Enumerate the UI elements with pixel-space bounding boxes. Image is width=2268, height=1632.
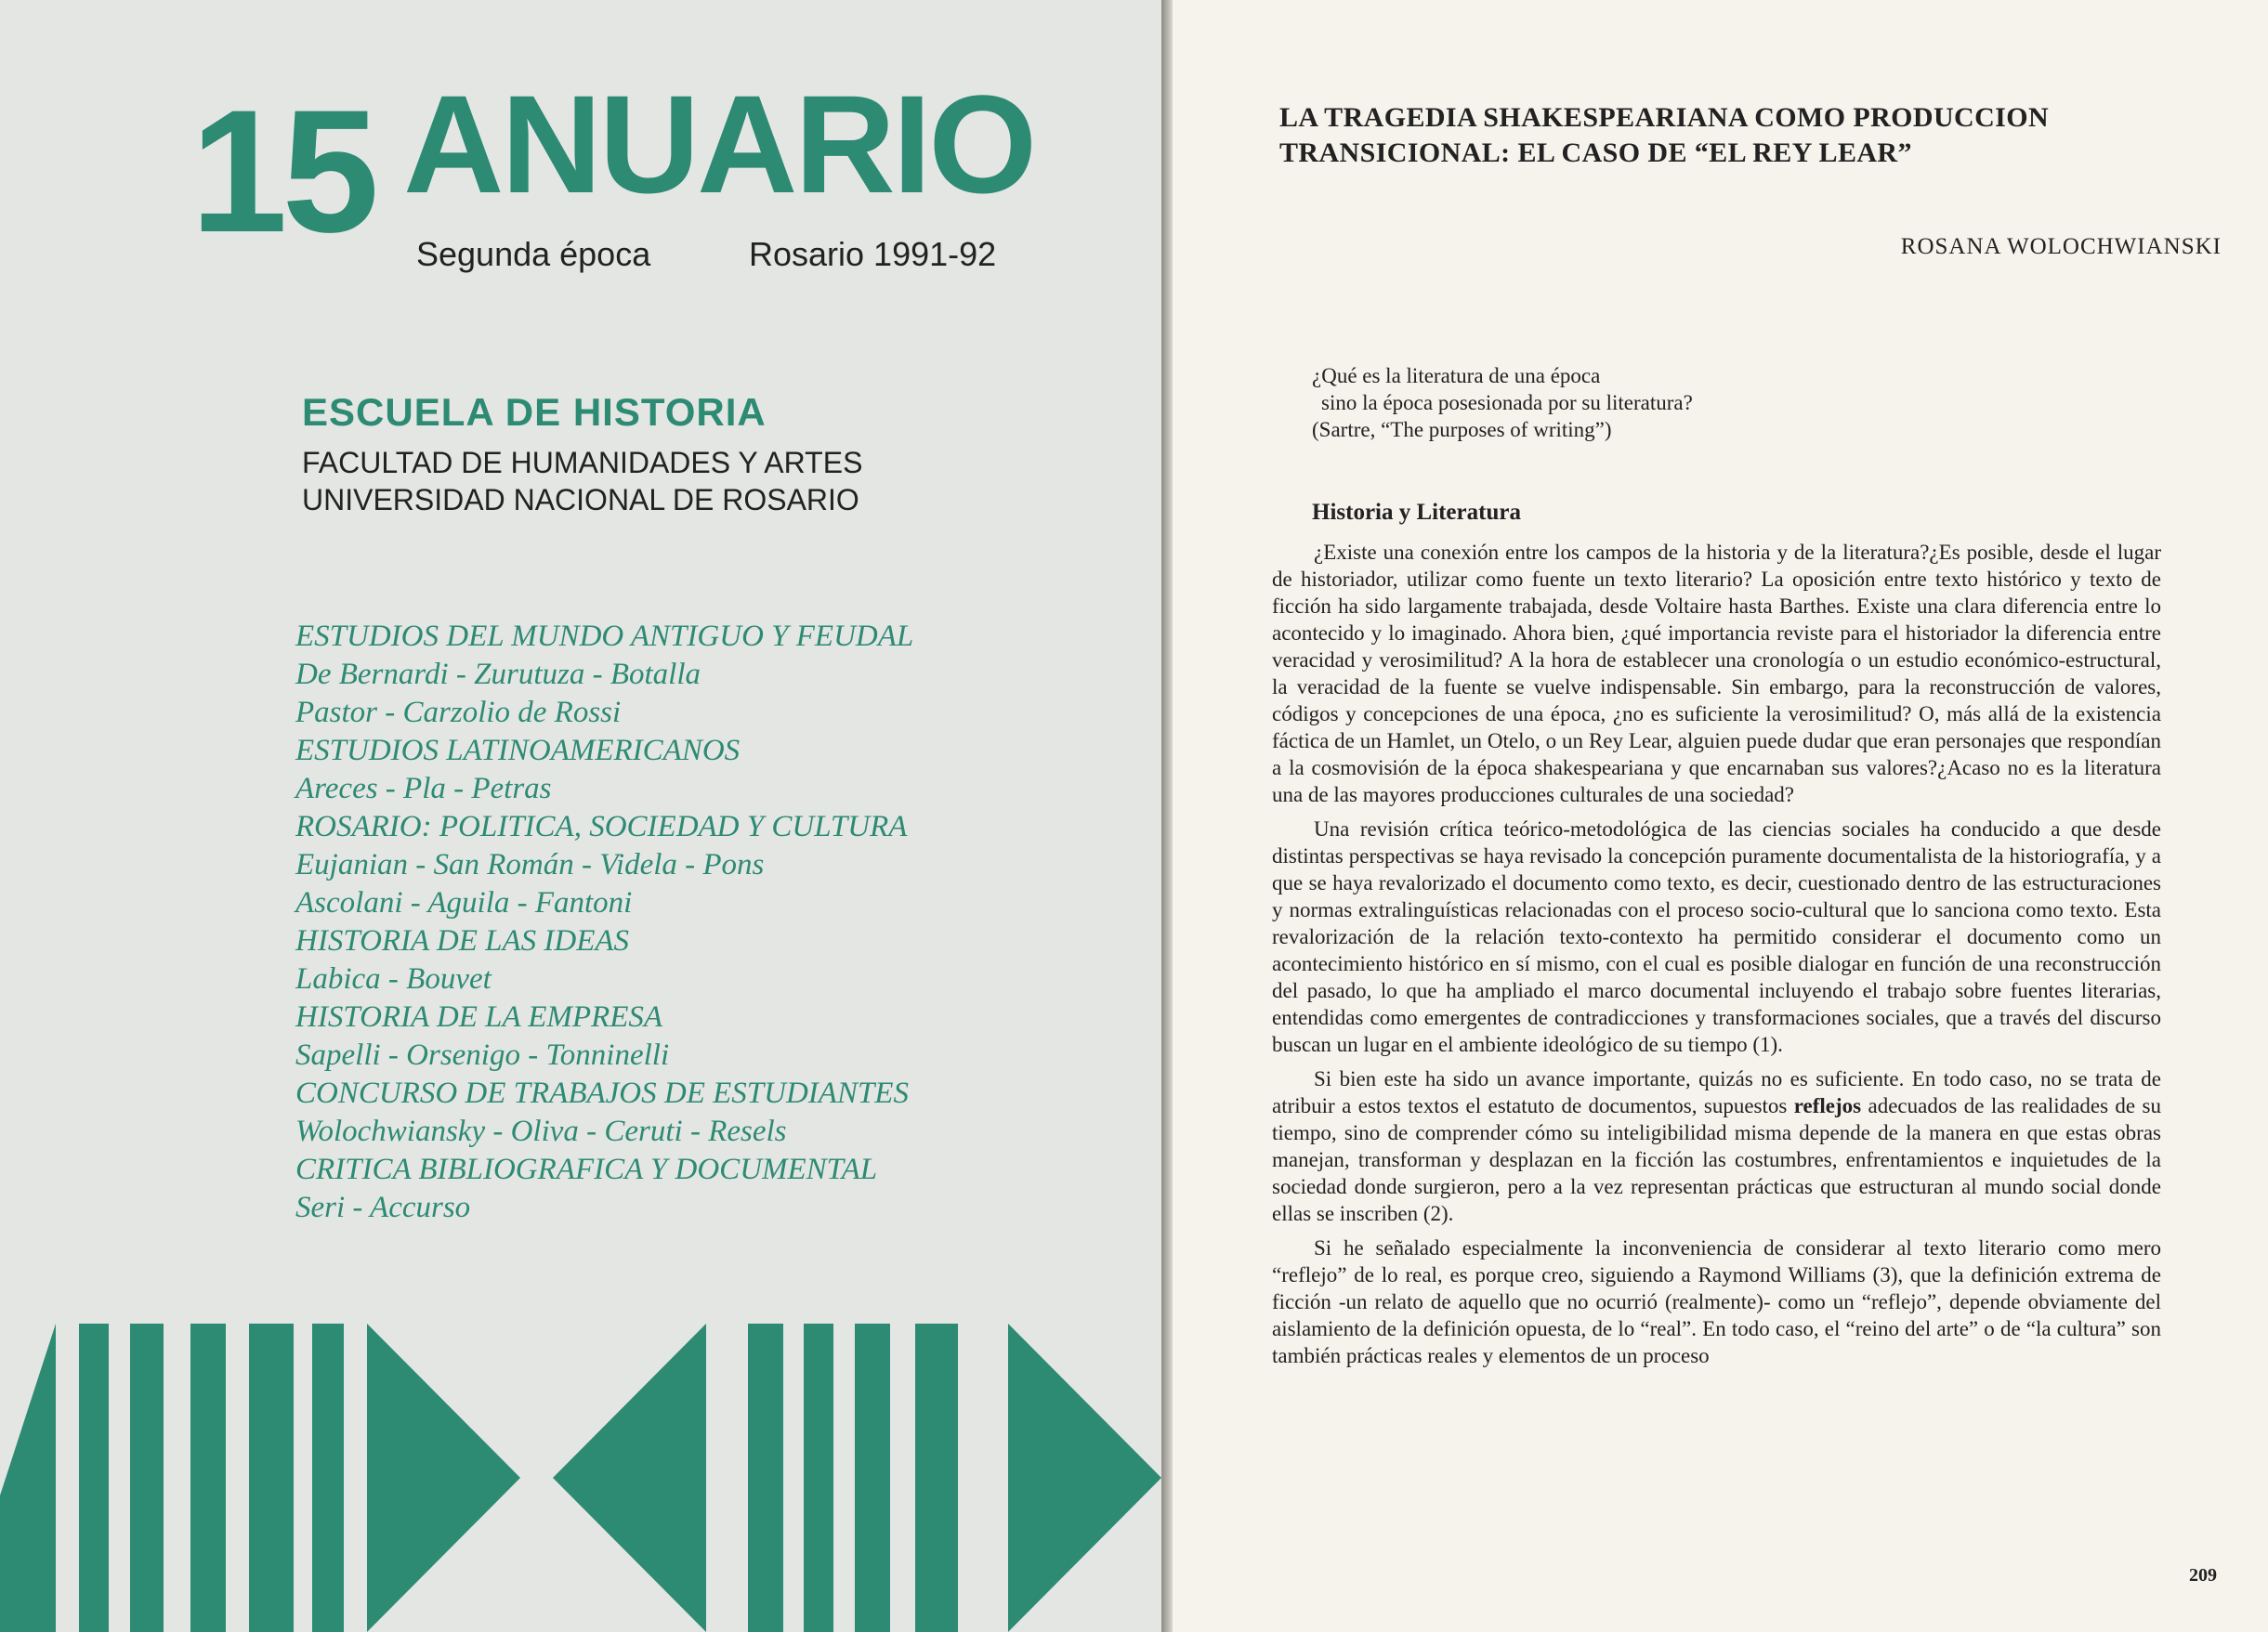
- epigraph-line: (Sartre, “The purposes of writing”): [1312, 418, 1612, 441]
- emphasis-reflejos: reflejos: [1793, 1094, 1862, 1117]
- book-spine: [1161, 0, 1173, 1632]
- article-author: ROSANA WOLOCHWIANSKI: [1900, 234, 2222, 259]
- toc-authors: Wolochwiansky - Oliva - Ceruti - Resels: [295, 1115, 787, 1148]
- paragraph: ¿Existe una conexión entre los campos de la historia y de la literatura?¿Es posible, desde el lugar de historiador, utilizar como fuente un texto literario? La oposición entre texto histórico y texto de ficción ha sido largamente trabajada, desde Voltaire hasta Barthes. Existe una clara diferencia entre lo acontecido y lo imaginado. Ahora bien, ¿qué importancia reviste para el historiador la diferencia entre veracidad y verosimilitud? A la hora de establecer una cronología o un estudio económico-estructural, la veracidad de la fuente se vuelve indispensable. Sin embargo, para la reconstrucción de valores, códigos y concepciones de una época, ¿no es suficiente la verosimilitud? O, más allá de la existencia fáctica de un Hamlet, un Otelo, o un Rey Lear, alguien puede dudar que eran personajes que respondían a la cosmovisión de la época shakespeariana y que encarnaban sus valores?¿Acaso no es la literatura una de las mayores producciones culturales de una sociedad?: [1272, 541, 2161, 806]
- toc-section: ROSARIO: POLITICA, SOCIEDAD Y CULTURA: [295, 810, 908, 843]
- toc-authors: Areces - Pla - Petras: [295, 772, 552, 805]
- paragraph: [1272, 1065, 2161, 1227]
- left-triangle-shape: [0, 1324, 56, 1632]
- article-title: [1279, 100, 2049, 171]
- toc-authors: Sapelli - Orsenigo - Tonninelli: [295, 1038, 670, 1072]
- toc-authors: Labica - Bouvet: [295, 962, 492, 996]
- toc-section: HISTORIA DE LA EMPRESA: [295, 1000, 663, 1034]
- article-body: [1272, 539, 2161, 1377]
- toc-authors: Ascolani - Aguila - Fantoni: [295, 886, 633, 920]
- epigraph: [1312, 362, 1693, 443]
- left-pointing-triangle: [553, 1324, 706, 1632]
- paragraph: Una revisión crítica teórico-metodológica de las ciencias sociales ha conducido a que desde distintas perspectivas se haya revisado la concepción puramente documentalista de la historiografía, y a que se haya revalorizado el documento como texto, es decir, cuestionado dentro de las estructuraciones y normas extralinguísticas relacionadas con el proceso socio-cultural que lo sanciona como texto. Esta revalorización de la relación texto-contexto ha permitido considerar el documento como un acontecimiento histórico en sí mismo, con el cual es posible dialogar en función de una reconstrucción del pasado, lo que ha ampliado el marco documental incluyendo el trabajo sobre fuentes literarias, entendidas como emergentes de contradicciones y transformaciones sociales, que a través del discurso buscan un lugar en el ambiente ideológico de su tiempo (1).: [1272, 817, 2161, 1056]
- place-year-label: Rosario 1991-92: [749, 235, 997, 273]
- university-name: UNIVERSIDAD NACIONAL DE ROSARIO: [302, 483, 859, 516]
- toc-section: HISTORIA DE LAS IDEAS: [295, 924, 630, 958]
- toc-section: ESTUDIOS LATINOAMERICANOS: [295, 734, 741, 767]
- paragraph: Si he señalado especialmente la inconveniencia de considerar al texto literario como mero “reflejo” de lo real, es porque creo, siguiendo a Raymond Williams (3), que la definición extrema de ficción -un relato de aquello que no ocurrió (realmente)- como un “reflejo”, depende obviamente del aislamiento de la definición opuesta, de lo “real”. En todo caso, el “reino del arte” o de “la cultura” son también prácticas reales y elementos de un proceso: [1272, 1236, 2161, 1367]
- toc-authors: Seri - Accurso: [295, 1191, 471, 1224]
- toc-authors: Pastor - Carzolio de Rossi: [295, 696, 622, 729]
- table-of-contents: [295, 618, 913, 1227]
- toc-section: CRITICA BIBLIOGRAFICA Y DOCUMENTAL: [295, 1153, 878, 1186]
- geometric-stripe-decoration: [0, 1324, 1161, 1632]
- article-page: [1173, 0, 2268, 1632]
- article-title-line2: TRANSICIONAL: EL CASO DE “EL REY LEAR”: [1279, 137, 1912, 168]
- toc-authors: De Bernardi - Zurutuza - Botalla: [295, 658, 701, 691]
- issue-number: 15: [190, 73, 374, 268]
- toc-section: ESTUDIOS DEL MUNDO ANTIGUO Y FEUDAL: [295, 620, 914, 653]
- article-title-line1: LA TRAGEDIA SHAKESPEARIANA COMO PRODUCCION: [1279, 102, 2050, 133]
- epigraph-line: sino la época posesionada por su literatura?: [1321, 391, 1693, 414]
- right-edge-triangle: [1008, 1324, 1161, 1632]
- section-heading: Historia y Literatura: [1312, 500, 1521, 525]
- epigraph-line: ¿Qué es la literatura de una época: [1312, 364, 1601, 387]
- page-number: 209: [2189, 1565, 2217, 1586]
- journal-title: ANUARIO: [403, 66, 1035, 222]
- paragraph-text: adecuados de las realidades de su tiempo, sino de comprender cómo su inteligibilidad misma depende de la manera en que estas obras manejan, transforman y desplazan en la ficción las costumbres, enfrentamientos e inquietudes de la sociedad donde surgieron, pero a la vez representan prácticas que estructuran al mundo social donde ellas se inscriben (2).: [1272, 1094, 2161, 1225]
- right-pointing-triangle: [367, 1324, 520, 1632]
- toc-section: CONCURSO DE TRABAJOS DE ESTUDIANTES: [295, 1077, 909, 1110]
- toc-authors: Eujanian - San Román - Videla - Pons: [295, 848, 765, 881]
- paragraph-text: Si bien este ha sido un avance importante, quizás no es suficiente. En todo caso, no se trata de atribuir a estos textos el estatuto de documentos, supuestos: [1272, 1067, 2161, 1117]
- faculty-name: FACULTAD DE HUMANIDADES Y ARTES: [302, 446, 863, 479]
- cover-masthead: [190, 66, 1035, 268]
- school-name: ESCUELA DE HISTORIA: [302, 390, 767, 434]
- epoch-label: Segunda época: [416, 235, 651, 273]
